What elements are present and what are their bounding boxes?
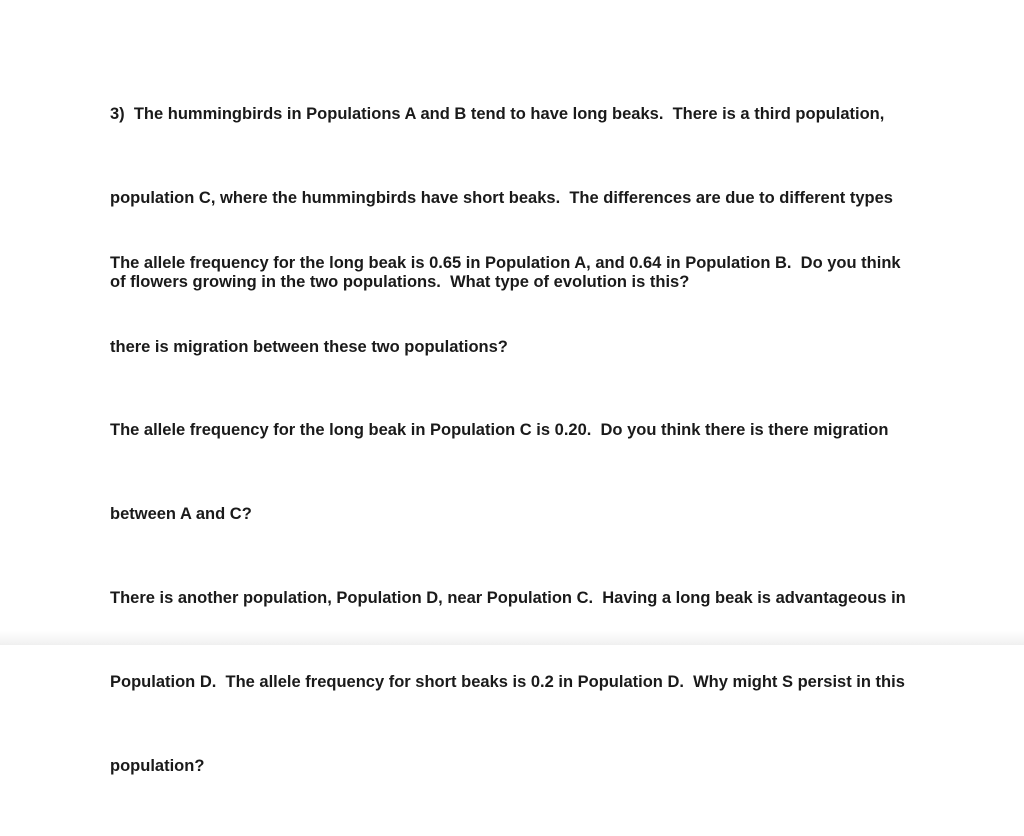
question-3-line: 3) The hummingbirds in Populations A and B tend to have long beaks. There is a third population, [110, 105, 885, 123]
population-d-line: Population D. The allele frequency for short beaks is 0.2 in Population D. Why might S persist in this [110, 673, 905, 691]
population-d-line: There is another population, Population D, near Population C. Having a long beak is advantageous in [110, 589, 906, 607]
population-d-paragraph [110, 528, 970, 836]
question-3-line: of flowers growing in the two populations. What type of evolution is this? [110, 273, 690, 291]
page-bottom-edge [0, 631, 1024, 645]
migration-ac-line: between A and C? [110, 505, 252, 523]
migration-ab-line: The allele frequency for the long beak is 0.65 in Population A, and 0.64 in Population B. Do you think [110, 254, 901, 272]
question-3-line: population C, where the hummingbirds have short beaks. The differences are due to different types [110, 189, 893, 207]
population-d-line: population? [110, 757, 205, 775]
migration-ab-line: there is migration between these two populations? [110, 338, 508, 356]
migration-ac-line: The allele frequency for the long beak in Population C is 0.20. Do you think there is there migration [110, 421, 889, 439]
